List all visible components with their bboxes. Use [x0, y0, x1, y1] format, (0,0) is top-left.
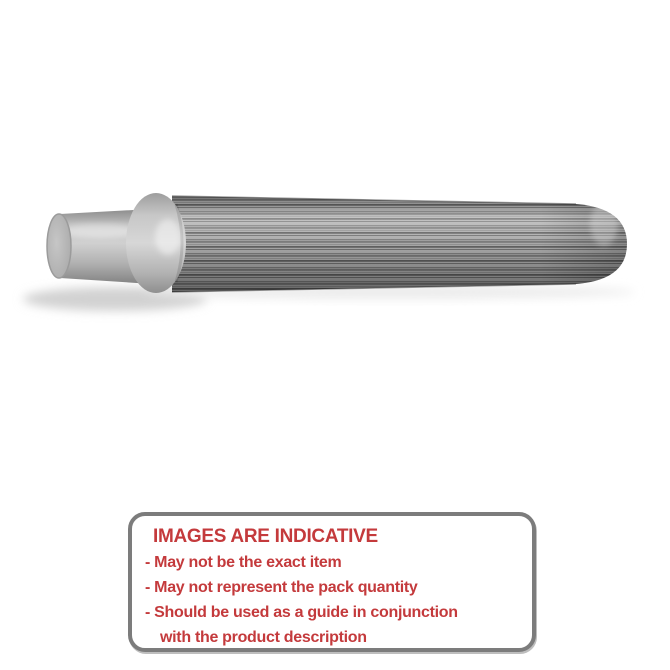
disclaimer-line-1: - May not be the exact item [145, 554, 342, 571]
disclaimer-line-3: - Should be used as a guide in conjunction [145, 604, 458, 621]
end-collar [126, 193, 186, 293]
disclaimer-box [128, 512, 536, 652]
collar-highlight [155, 219, 181, 255]
toothed-bar [172, 196, 627, 292]
shaft-end-face [47, 214, 71, 278]
disclaimer-title: IMAGES ARE INDICATIVE [153, 526, 378, 547]
bar-end-highlight [590, 202, 618, 246]
disclaimer-line-2: - May not represent the pack quantity [145, 579, 418, 596]
disclaimer-line-4: with the product description [160, 629, 367, 646]
